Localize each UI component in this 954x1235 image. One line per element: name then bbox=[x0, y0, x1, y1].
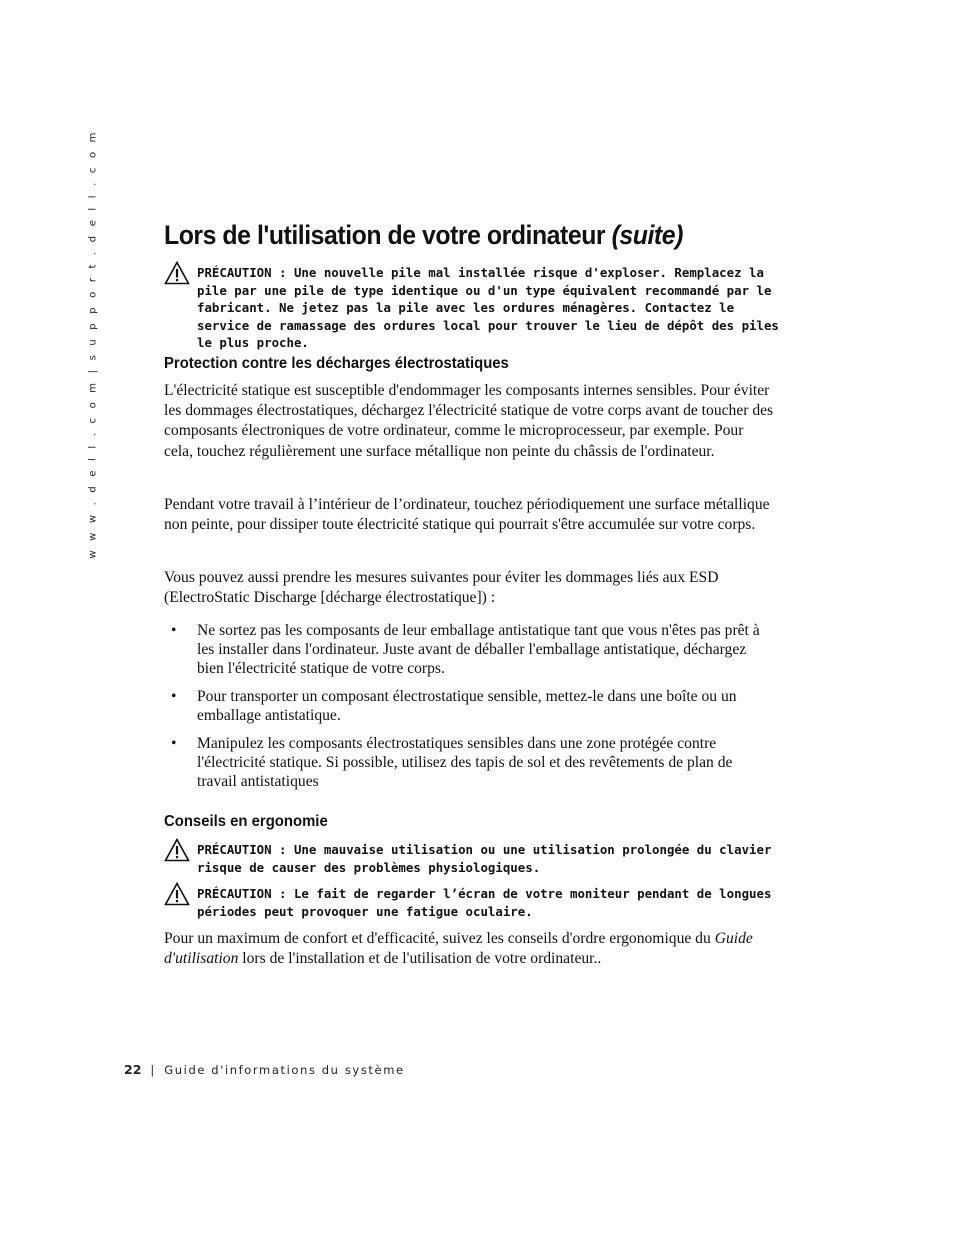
ergonomics-text-before: Pour un maximum de confort et d'efficacité, suivez les conseils d'ordre ergonomique du bbox=[164, 930, 715, 947]
caution-keyboard-text: PRÉCAUTION : Une mauvaise utilisation ou une utilisation prolongée du clavier risque de causer des problèmes physiologiques. bbox=[197, 842, 772, 875]
bullet-symbol: • bbox=[171, 735, 177, 752]
warning-triangle-icon bbox=[164, 261, 190, 285]
caution-monitor bbox=[164, 885, 779, 920]
page-title-main: Lors de l'utilisation de votre ordinateur bbox=[164, 220, 612, 250]
ergonomics-paragraph bbox=[164, 929, 776, 969]
caution-battery bbox=[164, 264, 779, 352]
esd-bullet-3-text: Manipulez les composants électrostatiques sensibles dans une zone protégée contre l'électricité statique. Si possible, utilisez des tapis de sol et des revêtements de plan de travail antistatiques bbox=[197, 735, 733, 790]
esd-paragraph-1: L'électricité statique est susceptible d'endommager les composants internes sensibles. Pour éviter les dommages électrostatiques, déchargez l'électricité statique de votre corps avant de toucher des composants électroniques de votre ordinateur, comme le microprocesseur, par exemple. Pour cela, touchez régulièrement une surface métallique non peinte du châssis de l'ordinateur. bbox=[164, 382, 774, 460]
esd-paragraph-2: Pendant votre travail à l’intérieur de l’ordinateur, touchez périodiquement une surface métallique non peinte, pour dissiper toute électricité statique qui pourrait s'être accumulée sur votre corps. bbox=[164, 496, 770, 534]
sidebar-url-text: w w w . d e l l . c o m | s u p p o r t . d e l l . c o m bbox=[87, 129, 99, 559]
esd-paragraph-3: Vous pouvez aussi prendre les mesures suivantes pour éviter les dommages liés aux ESD (ElectroStatic Discharge [décharge électrostatique]) : bbox=[164, 569, 719, 607]
page-title bbox=[164, 220, 683, 251]
page-footer bbox=[124, 1062, 405, 1077]
footer-separator: | bbox=[150, 1063, 155, 1077]
esd-bullet-1 bbox=[164, 621, 776, 678]
esd-bullet-2-text: Pour transporter un composant électrostatique sensible, mettez-le dans une boîte ou un emballage antistatique. bbox=[197, 688, 737, 724]
footer-guide-title: Guide d'informations du système bbox=[164, 1063, 405, 1077]
page-title-suffix: (suite) bbox=[611, 220, 683, 250]
bullet-symbol: • bbox=[171, 622, 177, 639]
bullet-symbol: • bbox=[171, 688, 177, 705]
warning-triangle-icon bbox=[164, 838, 190, 862]
caution-monitor-text: PRÉCAUTION : Le fait de regarder l’écran de votre moniteur pendant de longues périodes peut provoquer une fatigue oculaire. bbox=[197, 886, 772, 919]
esd-bullet-2 bbox=[164, 687, 776, 725]
ergonomics-text-after: lors de l'installation et de l'utilisation de votre ordinateur.. bbox=[238, 950, 602, 968]
warning-triangle-icon bbox=[164, 882, 190, 906]
esd-bullet-1-text: Ne sortez pas les composants de leur emballage antistatique tant que vous n'êtes pas prêt à les installer dans l'ordinateur. Juste avant de déballer l'emballage antistatique, déchargez bien l'électricité statique de votre corps. bbox=[197, 622, 760, 677]
esd-heading: Protection contre les décharges électrostatiques bbox=[164, 355, 509, 372]
caution-keyboard bbox=[164, 841, 779, 876]
esd-bullet-3 bbox=[164, 734, 776, 791]
sidebar-url bbox=[83, 129, 103, 559]
caution-battery-text: PRÉCAUTION : Une nouvelle pile mal installée risque d'exploser. Remplacez la pile par une pile de type identique ou d'un type équivalent recommandé par le fabricant. Ne jetez pas la pile avec les ordures ménagères. Contactez le service de ramassage des ordures local pour trouver le lieu de dépôt des piles le plus proche. bbox=[197, 265, 779, 350]
page-number: 22 bbox=[124, 1062, 142, 1077]
guide-utilisation-reference: Guide d'utilisation bbox=[164, 930, 753, 968]
ergonomics-heading: Conseils en ergonomie bbox=[164, 813, 328, 830]
